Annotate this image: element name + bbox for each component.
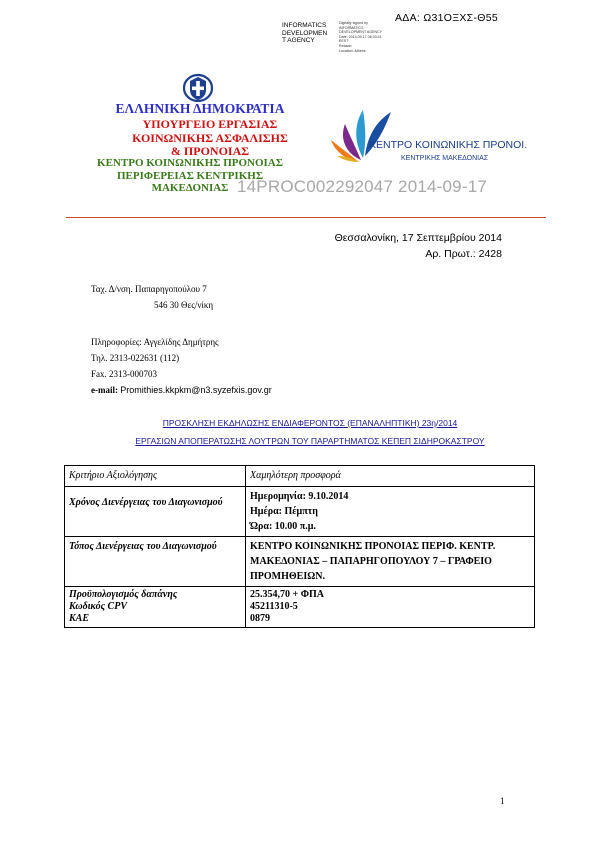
works-title: ΕΡΓΑΣΙΩΝ ΑΠΟΠΕΡΑΤΩΣΗΣ ΛΟΥΤΡΩΝ ΤΟΥ ΠΑΡΑΡΤΗΜΑΤΟΣ ΚΕΠΕΠ ΣΙΔΗΡΟΚΑΣΤΡΟΥ	[135, 436, 485, 446]
table-row	[65, 587, 535, 628]
invitation-title: ΠΡΟΣΚΛΗΣΗ ΕΚΔΗΛΩΣΗΣ ΕΝΔΙΑΦΕΡΟΝΤΟΣ (ΕΠΑΝΑΛΗΠΤΙΚΗ) 23η/2014	[162, 418, 458, 428]
criterion-label: Κριτήριο Αξιολόγησης	[65, 466, 246, 487]
logo-subtitle: ΚΕΝΤΡΙΚΗΣ ΜΑΚΕΔΟΝΙΑΣ	[401, 155, 489, 162]
watermark-code: 14PROC002292047 2014-09-17	[237, 177, 487, 196]
republic-heading: ΕΛΛΗΝΙΚΗ ΔΗΜΟΚΡΑΤΙΑ	[115, 101, 285, 116]
schedule-values: Ημερομηνία: 9.10.2014 Ημέρα: Πέμπτη Ώρα: 10.00 π.μ.	[246, 487, 535, 537]
kkp-logo-icon	[325, 98, 395, 168]
tender-table	[64, 465, 535, 628]
fax-number: Fax. 2313-000703	[91, 369, 157, 379]
table-row	[65, 537, 535, 587]
schedule-label: Χρόνος Διενέργειας του Διαγωνισμού	[65, 487, 246, 537]
signature-details: Digitally signed by INFORMATICS DEVELOPMENT AGENCY Date: 2014.09.17 08:33:41 EEST Reason: Location: Athens	[339, 21, 383, 53]
email-line	[91, 385, 272, 395]
budget-labels: Προϋπολογισμός δαπάνης Κωδικός CPV ΚΑΕ	[65, 587, 246, 628]
table-row	[65, 487, 535, 537]
venue-value: ΚΕΝΤΡΟ ΚΟΙΝΩΝΙΚΗΣ ΠΡΟΝΟΙΑΣ ΠΕΡΙΦ. ΚΕΝΤΡ. ΜΑΚΕΔΟΝΙΑΣ – ΠΑΠΑΡΗΓΟΠΟΥΛΟΥ 7 – ΓΡΑΦΕΙΟ ΠΡΟΜΗΘΕΙΩΝ.	[246, 537, 535, 587]
email-link[interactable]: Promithies.kkpkm@n3.syzefxis.gov.gr	[120, 385, 272, 395]
ministry-heading: ΥΠΟΥΡΓΕΙΟ ΕΡΓΑΣΙΑΣ ΚΟΙΝΩΝΙΚΗΣ ΑΣΦΑΛΙΣΗΣ & ΠΡΟΝΟΙΑΣ	[132, 117, 288, 158]
center-heading: ΚΕΝΤΡΟ ΚΟΙΝΩΝΙΚΗΣ ΠΡΟΝΟΙΑΣ ΠΕΡΙΦΕΡΕΙΑΣ ΚΕΝΤΡΙΚΗΣ ΜΑΚΕΔΟΝΙΑΣ	[97, 157, 283, 194]
page-number: 1	[500, 796, 505, 806]
email-label: e-mail:	[91, 385, 118, 395]
budget-values: 25.354,70 + ΦΠΑ 45211310-5 0879	[246, 587, 535, 628]
greek-emblem-icon	[183, 72, 213, 102]
telephone: Τηλ. 2313-022631 (112)	[91, 353, 180, 363]
signer-name: INFORMATICS DEVELOPMEN T AGENCY	[282, 22, 328, 44]
criterion-value: Χαμηλότερη προσφορά	[246, 466, 535, 487]
protocol-number: Αρ. Πρωτ.: 2428	[425, 248, 502, 260]
document-date: Θεσσαλονίκη, 17 Σεπτεμβρίου 2014	[334, 232, 502, 244]
postal-address: Ταχ. Δ/νση. Παπαρηγοπούλου 7	[91, 284, 207, 294]
logo-title: ΚΕΝΤΡΟ ΚΟΙΝΩΝΙΚΗΣ ΠΡΟΝΟΙ.	[369, 139, 528, 151]
ada-code: ΑΔΑ: Ω31ΟΞΧΣ-Θ55	[395, 12, 499, 24]
table-row	[65, 466, 535, 487]
contact-person: Πληροφορίες: Αγγελίδης Δημήτρης	[91, 337, 219, 347]
header-divider	[66, 217, 546, 218]
postal-code: 546 30 Θες/νίκη	[154, 300, 214, 310]
venue-label: Τόπος Διενέργειας του Διαγωνισμού	[65, 537, 246, 587]
